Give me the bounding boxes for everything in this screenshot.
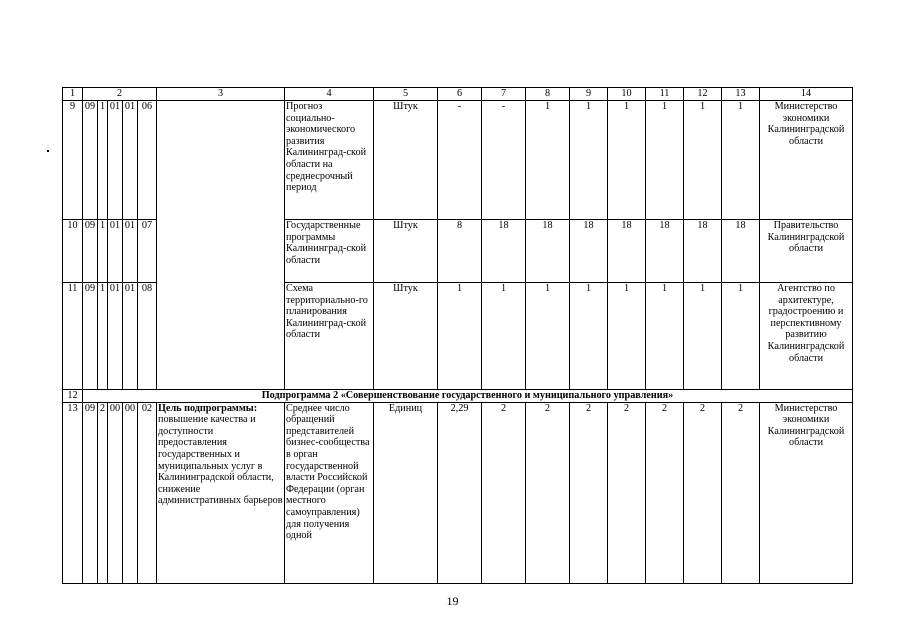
responsible-cell: Правительство Калининградской области: [760, 220, 853, 283]
header-cell: 5: [374, 88, 438, 101]
responsible-cell: Министерство экономики Калининградской области: [760, 402, 853, 583]
value-cell: 2: [608, 402, 646, 583]
code-cell: 00: [123, 402, 138, 583]
value-cell: 1: [526, 101, 570, 220]
header-cell: 1: [63, 88, 83, 101]
header-cell: 9: [570, 88, 608, 101]
header-cell: 3: [157, 88, 285, 101]
value-cell: 2: [684, 402, 722, 583]
subprogram-title: Подпрограмма 2 «Совершенствование государственного и муниципального управления»: [83, 390, 853, 403]
indicator-name: Государственные программы Калининград-ской области: [285, 220, 374, 283]
code-cell: 02: [138, 402, 157, 583]
header-cell: 10: [608, 88, 646, 101]
value-cell: 8: [438, 220, 482, 283]
code-cell: 08: [138, 283, 157, 390]
row-number: 12: [63, 390, 83, 403]
value-cell: 1: [722, 101, 760, 220]
header-cell: 7: [482, 88, 526, 101]
header-cell: 12: [684, 88, 722, 101]
code-cell: 01: [123, 283, 138, 390]
value-cell: 18: [646, 220, 684, 283]
unit-cell: Штук: [374, 220, 438, 283]
value-cell: 1: [526, 283, 570, 390]
code-cell: 01: [108, 101, 123, 220]
value-cell: 1: [722, 283, 760, 390]
code-cell: 07: [138, 220, 157, 283]
page-number: 19: [446, 594, 459, 608]
value-cell: 2: [722, 402, 760, 583]
row-number: 11: [63, 283, 83, 390]
code-cell: 1: [98, 101, 108, 220]
unit-cell: Штук: [374, 283, 438, 390]
row-number: 13: [63, 402, 83, 583]
value-cell: 18: [722, 220, 760, 283]
goal-cell: [157, 402, 285, 583]
value-cell: 1: [684, 283, 722, 390]
value-cell: 18: [608, 220, 646, 283]
value-cell: 2: [646, 402, 684, 583]
code-cell: 09: [83, 283, 98, 390]
value-cell: -: [482, 101, 526, 220]
code-cell: 01: [108, 283, 123, 390]
goal-label: Цель подпрограммы:: [158, 402, 258, 414]
header-cell: 2: [83, 88, 157, 101]
value-cell: 1: [608, 101, 646, 220]
value-cell: 18: [570, 220, 608, 283]
header-cell: 8: [526, 88, 570, 101]
row-number: 9: [63, 101, 83, 220]
goal-text: повышение качества и доступности предоставления государственных и муниципальных услуг в Калининградской области, снижение административных барьеров: [158, 414, 283, 507]
row-number: 10: [63, 220, 83, 283]
code-cell: 00: [108, 402, 123, 583]
table-row: [63, 402, 853, 583]
code-cell: 01: [108, 220, 123, 283]
header-cell: 6: [438, 88, 482, 101]
value-cell: 1: [570, 101, 608, 220]
code-cell: 1: [98, 283, 108, 390]
value-cell: 2: [570, 402, 608, 583]
value-cell: 18: [482, 220, 526, 283]
responsible-cell: Агентство по архитектуре, градостроению и перспективному развитию Калининградской области: [760, 283, 853, 390]
code-cell: 09: [83, 220, 98, 283]
header-cell: 13: [722, 88, 760, 101]
value-cell: 18: [526, 220, 570, 283]
code-cell: 2: [98, 402, 108, 583]
unit-cell: Штук: [374, 101, 438, 220]
value-cell: 1: [438, 283, 482, 390]
unit-cell: Единиц: [374, 402, 438, 583]
scan-speck: [47, 150, 49, 152]
value-cell: 2,29: [438, 402, 482, 583]
value-cell: 18: [684, 220, 722, 283]
header-cell: 4: [285, 88, 374, 101]
code-cell: 01: [123, 101, 138, 220]
value-cell: 1: [684, 101, 722, 220]
code-cell: 09: [83, 402, 98, 583]
code-cell: 01: [123, 220, 138, 283]
indicators-table: [62, 87, 853, 584]
indicator-name: Среднее число обращений представителей бизнес-сообщества в орган государственной власти Российской Федерации (орган местного самоуправления) для получения одной: [285, 402, 374, 583]
header-cell: 11: [646, 88, 684, 101]
indicator-name: Схема территориально-го планирования Калининград-ской области: [285, 283, 374, 390]
code-cell: 09: [83, 101, 98, 220]
value-cell: 2: [526, 402, 570, 583]
header-cell: 14: [760, 88, 853, 101]
code-cell: 06: [138, 101, 157, 220]
value-cell: -: [438, 101, 482, 220]
value-cell: 1: [646, 283, 684, 390]
goal-cell-empty: [157, 101, 285, 390]
subprogram-row: [63, 390, 853, 403]
value-cell: 1: [570, 283, 608, 390]
value-cell: 1: [608, 283, 646, 390]
responsible-cell: Министерство экономики Калининградской области: [760, 101, 853, 220]
indicator-name: Прогноз социально-экономического развития Калининград-ской области на среднесрочный период: [285, 101, 374, 220]
value-cell: 1: [646, 101, 684, 220]
value-cell: 1: [482, 283, 526, 390]
table-row: [63, 101, 853, 220]
value-cell: 2: [482, 402, 526, 583]
table-header-row: [63, 88, 853, 101]
code-cell: 1: [98, 220, 108, 283]
